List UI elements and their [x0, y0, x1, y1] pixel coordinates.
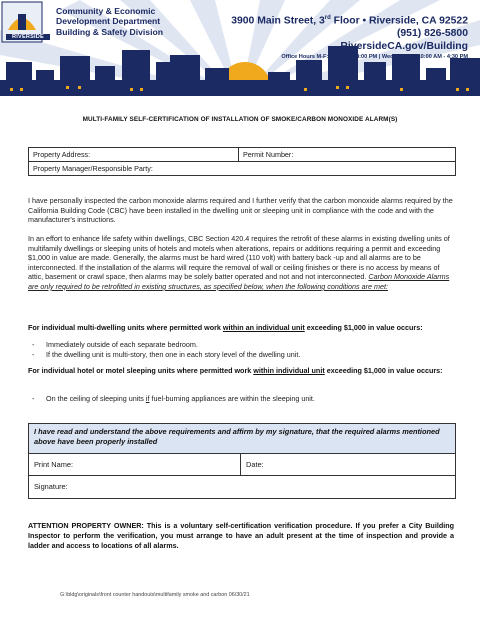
multi-dwelling-heading: For individual multi-dwelling units where permitted work within an individual unit exceeding $1,000 in value occurs:	[28, 323, 423, 332]
affirmation-statement: I have read and understand the above requirements and affirm by my signature, that the required alarms mentioned above have been properly installed	[29, 424, 455, 454]
print-name-field[interactable]: Print Name:	[29, 454, 241, 475]
phone-number: (951) 826-5800	[396, 28, 468, 40]
page-title: MULTI-FAMILY SELF-CERTIFICATION OF INSTALLATION OF SMOKE/CARBON MONOXIDE ALARM(S)	[82, 116, 398, 123]
office-contact	[231, 12, 468, 61]
department-name: Community & Economic Development Department Building & Safety Division	[56, 6, 163, 37]
street-address: 3900 Main Street, 3rd Floor • Riverside, CA 92522	[231, 15, 468, 27]
header-banner	[0, 0, 480, 104]
permit-number-field[interactable]: Permit Number:	[239, 148, 456, 162]
hotel-motel-heading: For individual hotel or motel sleeping units where permitted work within individual unit exceeding $1,000 in value occurs:	[28, 366, 443, 375]
file-path-footer: G:\bldg\originals\front counter handouts\multifamily smoke and carbon 06/30/21	[60, 592, 250, 598]
affirmation-box	[28, 423, 456, 499]
list-item: - Immediately outside of each separate bedroom.	[32, 340, 198, 349]
verification-paragraph: I have personally inspected the carbon monoxide alarms required and I further verify that the carbon monoxide alarms required by the California Building Code (CBC) have been installed in the dwelling unit or sleeping unit in compliance with the code and with the manufacturer's instructions.	[28, 196, 453, 225]
date-field[interactable]: Date:	[246, 460, 264, 469]
signature-field[interactable]: Signature:	[34, 482, 68, 491]
property-address-field[interactable]: Property Address:	[29, 148, 239, 162]
logo-wordmark: RIVERSIDE	[6, 34, 50, 40]
responsible-party-field[interactable]: Property Manager/Responsible Party:	[29, 162, 456, 176]
office-hours: Office Hours M-F: 9:00 AM - 4:00 PM | Wednesdays 10:00 AM - 4:30 PM	[281, 54, 468, 61]
website-link[interactable]: RiversideCA.gov/Building	[340, 40, 468, 52]
property-info-table	[28, 147, 456, 176]
list-item: - On the ceiling of sleeping units if fuel-burning appliances are within the sleeping unit.	[32, 394, 315, 403]
requirements-paragraph: In an effort to enhance life safety within dwellings, CBC Section 420.4 requires the retrofit of these alarms in existing dwelling units of multifamily dwellings or sleeping units of hotels and motels when alterations, repairs or additions requiring a permit and exceeding $1,000 in value are made. Generally, the alarms must be hard wired (110 volt) with battery back -up and all alarms are to be interconnected. If the installation of the alarms will require the removal of wall or ceiling finishes or there is no access by means of attic, basement or crawl space, then alarms may be solely batter operated and not and not interconnected. Carbon Monoxide Alarms are only required to be retrofitted in existing structures, as specified below, when the following conditions are met:	[28, 234, 450, 291]
attention-notice: ATTENTION PROPERTY OWNER: This is a voluntary self-certification verification procedure. If you prefer a City Building Inspector to perform the verification, you must arrange to have an adult present at the time of inspection and provide a ladder and access to locations of all alarms.	[28, 521, 454, 551]
retrofit-conditions-note: Carbon Monoxide Alarms are only required to be retrofitted in existing structures, as specified below, when the following conditions are met:	[28, 272, 450, 291]
list-item: - If the dwelling unit is multi-story, then one in each story level of the dwelling unit.	[32, 350, 301, 359]
